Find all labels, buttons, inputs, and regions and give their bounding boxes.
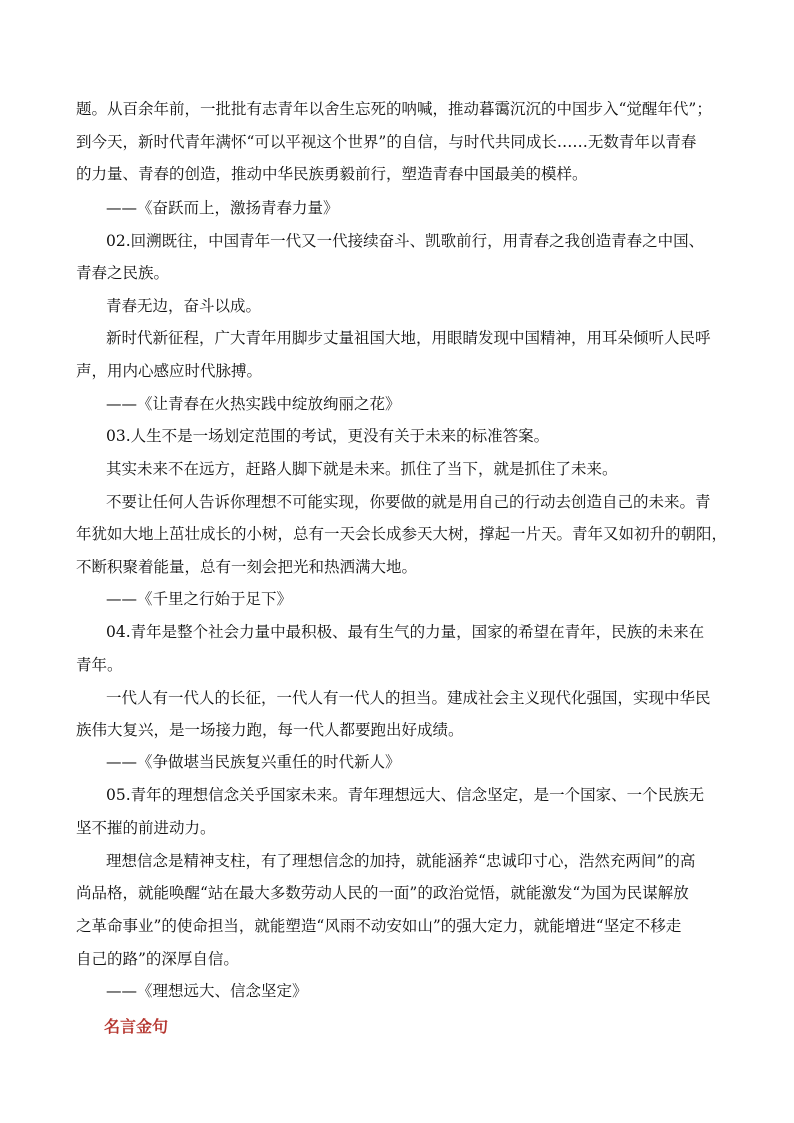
paragraph-line: 一代人有一代人的长征，一代人有一代人的担当。建成社会主义现代化强国，实现中华民 <box>106 689 711 707</box>
paragraph-line: 题。从百余年前，一批批有志青年以舍生忘死的呐喊，推动暮霭沉沉的中国步入“觉醒年代”； <box>76 100 712 118</box>
paragraph-line: 理想信念是精神支柱，有了理想信念的加持，就能涵养“忠诚印寸心，浩然充两间”的高 <box>106 852 696 870</box>
source-citation: ——《让青春在火热实践中绽放绚丽之花》 <box>106 395 401 413</box>
paragraph-line: 青春无边，奋斗以成。 <box>106 297 262 315</box>
paragraph-line: 到今天，新时代青年满怀“可以平视这个世界”的自信，与时代共同成长……无数青年以青春 <box>76 133 697 151</box>
source-citation: ——《争做堪当民族复兴重任的时代新人》 <box>106 753 401 771</box>
paragraph-line: 青春之民族。 <box>76 264 170 282</box>
paragraph-line: 族伟大复兴，是一场接力跑，每一代人都要跑出好成绩。 <box>76 721 464 739</box>
paragraph-line: 年犹如大地上茁壮成长的小树，总有一天会长成参天大树，撑起一片天。青年又如初升的朝阳， <box>76 525 728 543</box>
section-heading: 名言金句 <box>104 1017 169 1036</box>
paragraph-line: 新时代新征程，广大青年用脚步丈量祖国大地，用眼睛发现中国精神，用耳朵倾听人民呼 <box>106 329 711 347</box>
paragraph-line: 声，用内心感应时代脉搏。 <box>76 362 263 380</box>
paragraph-line: 坚不摧的前进动力。 <box>76 819 216 837</box>
paragraph-line: 之革命事业”的使命担当，就能塑造“风雨不动安如山”的强大定力，就能增进“坚定不移走 <box>76 917 682 935</box>
source-citation: ——《奋跃而上，激扬青春力量》 <box>106 199 339 217</box>
paragraph-line: 02.回溯既往，中国青年一代又一代接续奋斗、凯歌前行，用青春之我创造青春之中国、 <box>106 232 705 250</box>
paragraph-line: 尚品格，就能唤醒“站在最大多数劳动人民的一面”的政治觉悟，就能激发“为国为民谋解放 <box>76 884 689 902</box>
paragraph-line: 的力量、青春的创造，推动中华民族勇毅前行，塑造青春中国最美的模样。 <box>76 165 588 183</box>
source-citation: ——《千里之行始于足下》 <box>106 590 293 608</box>
paragraph-line: 其实未来不在远方，赶路人脚下就是未来。抓住了当下，就是抓住了未来。 <box>106 460 618 478</box>
paragraph-line: 03.人生不是一场划定范围的考试，更没有关于未来的标准答案。 <box>106 427 550 445</box>
paragraph-line: 05.青年的理想信念关乎国家未来。青年理想远大、信念坚定，是一个国家、一个民族无 <box>106 786 705 804</box>
paragraph-line: 自己的路”的深厚自信。 <box>76 950 239 968</box>
paragraph-line: 青年。 <box>76 656 123 674</box>
paragraph-line: 不要让任何人告诉你理想不可能实现，你要做的就是用自己的行动去创造自己的未来。青 <box>106 493 711 511</box>
paragraph-line: 04.青年是整个社会力量中最积极、最有生气的力量，国家的希望在青年，民族的未来在 <box>106 623 705 641</box>
paragraph-line: 不断积聚着能量，总有一刻会把光和热洒满大地。 <box>76 558 418 576</box>
source-citation: ——《理想远大、信念坚定》 <box>106 982 308 1000</box>
